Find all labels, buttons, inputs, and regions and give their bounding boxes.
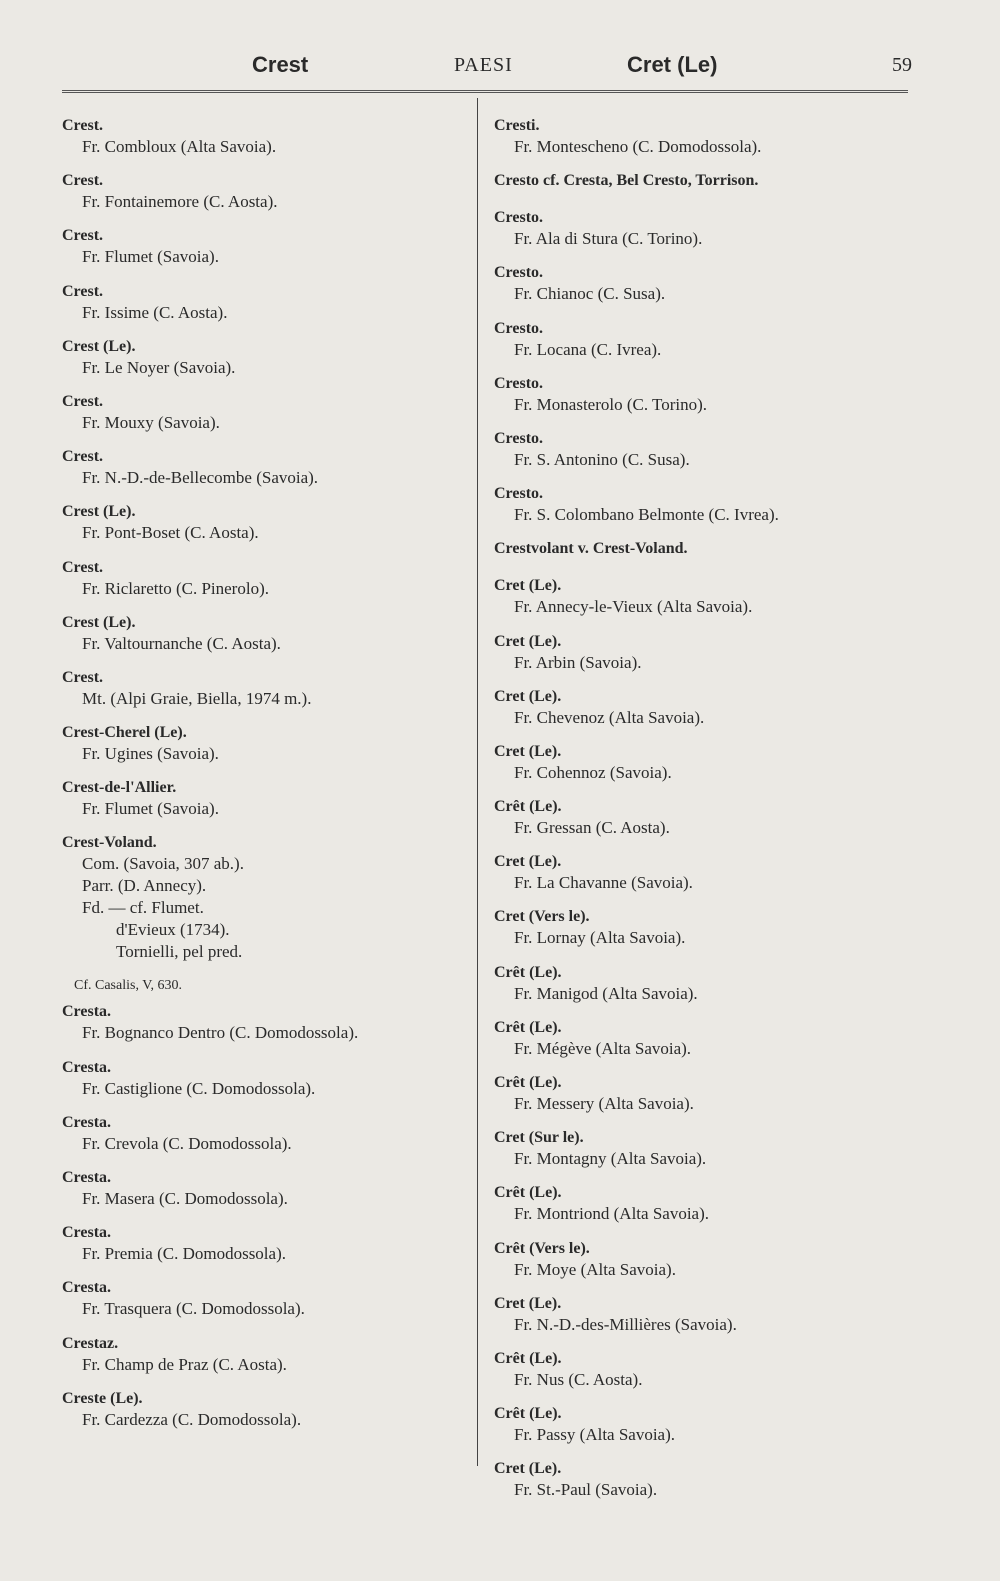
entry-detail: Parr. (D. Annecy). — [82, 876, 207, 896]
entry-detail: Fr. Cohennoz (Savoia). — [514, 762, 672, 782]
entry-headword: Cresto. — [494, 209, 544, 227]
entry-detail: Fr. Annecy-le-Vieux (Alta Savoia). — [514, 597, 753, 617]
gazetteer-entry — [494, 319, 914, 374]
entry-headword: Crêt (Le). — [494, 1349, 562, 1367]
entry-headword: Crest. — [62, 392, 104, 410]
entry-headword: Crêt (Le). — [494, 1405, 562, 1423]
gazetteer-entry — [62, 1113, 470, 1168]
entry-headword: Crest (Le). — [62, 613, 136, 631]
entry-detail: Fr. Combloux (Alta Savoia). — [82, 137, 277, 156]
gazetteer-entry — [494, 1294, 914, 1349]
left-column — [62, 116, 470, 1444]
gazetteer-entry — [62, 1058, 470, 1113]
entry-headword: Cresta. — [62, 1169, 112, 1186]
gazetteer-entry — [494, 797, 914, 852]
gazetteer-entry — [62, 447, 470, 502]
header-right-word: Cret (Le) — [627, 52, 718, 77]
entry-detail: Fr. Premia (C. Domodossola). — [82, 1244, 286, 1264]
entry-detail: Fr. La Chavanne (Savoia). — [514, 873, 693, 893]
entry-headword: Crest. — [62, 558, 104, 576]
gazetteer-entry — [62, 833, 470, 976]
gazetteer-entry — [494, 484, 914, 539]
entry-detail: Fr. Messery (Alta Savoia). — [514, 1094, 694, 1113]
gazetteer-entry — [494, 539, 914, 576]
entry-headword: Crêt (Le). — [494, 1018, 562, 1036]
column-divider — [477, 98, 478, 1466]
entry-headword: Crest (Le). — [62, 337, 136, 355]
gazetteer-entry — [494, 263, 914, 318]
entry-detail: Fr. Crevola (C. Domodossola). — [82, 1133, 292, 1153]
entry-headword: Cret (Le). — [494, 853, 562, 871]
entry-headword: Crestvolant v. Crest-Voland. — [494, 540, 688, 558]
gazetteer-entry — [62, 116, 470, 171]
gazetteer-entry — [494, 208, 914, 263]
entry-headword: Cret (Le). — [494, 687, 562, 705]
entry-detail: Fr. Arbin (Savoia). — [514, 652, 642, 672]
gazetteer-entry — [62, 1278, 470, 1333]
entry-detail: Fr. Gressan (C. Aosta). — [514, 818, 670, 838]
entry-headword: Crêt (Le). — [494, 798, 562, 816]
gazetteer-entry — [62, 723, 470, 778]
gazetteer-entry — [62, 392, 470, 447]
reference-note: Cf. Casalis, V, 630. — [74, 978, 182, 994]
entry-detail: Fr. Mouxy (Savoia). — [82, 412, 220, 432]
entry-headword: Crest. — [62, 172, 104, 190]
entry-headword: Cret (Vers le). — [494, 908, 590, 926]
entry-headword: Cresto. — [494, 429, 544, 447]
entry-headword: Cresto. — [494, 264, 544, 282]
entry-headword: Cret (Le). — [494, 1294, 562, 1312]
entry-headword: Cresta. — [62, 1113, 112, 1131]
entry-headword: Crest-Cherel (Le). — [62, 724, 187, 742]
entry-detail: Fr. Montriond (Alta Savoia). — [514, 1204, 710, 1224]
entry-detail: Fd. — cf. Flumet. — [82, 898, 204, 918]
gazetteer-entry — [494, 576, 914, 631]
entry-detail: Fr. S. Antonino (C. Susa). — [514, 449, 690, 469]
entry-headword: Crest. — [62, 668, 104, 686]
entry-detail: Tornielli, pel pred. — [116, 942, 243, 962]
entry-headword: Cresto. — [494, 319, 544, 337]
entry-detail: Fr. N.-D.-de-Bellecombe (Savoia). — [82, 468, 319, 488]
gazetteer-entry — [494, 1349, 914, 1404]
entry-detail: Fr. Le Noyer (Savoia). — [82, 357, 236, 377]
entry-detail: Fr. Castiglione (C. Domodossola). — [82, 1078, 316, 1098]
entry-detail: Fr. N.-D.-des-Millières (Savoia). — [514, 1314, 737, 1334]
entry-detail: Fr. Chianoc (C. Susa). — [514, 284, 666, 304]
entry-detail: Fr. Ala di Stura (C. Torino). — [514, 229, 703, 249]
entry-headword: Crest. — [62, 282, 104, 300]
gazetteer-entry — [62, 668, 470, 723]
gazetteer-entry — [62, 1168, 470, 1223]
entry-headword: Crêt (Le). — [494, 1074, 562, 1091]
gazetteer-entry — [494, 963, 914, 1018]
entry-detail: Fr. Nus (C. Aosta). — [514, 1369, 643, 1389]
gazetteer-entry — [494, 1183, 914, 1238]
gazetteer-entry — [494, 374, 914, 429]
entry-detail: Fr. Moye (Alta Savoia). — [514, 1259, 676, 1279]
gazetteer-entry — [62, 558, 470, 613]
entry-detail: Fr. Trasquera (C. Domodossola). — [82, 1299, 305, 1319]
gazetteer-entry — [494, 852, 914, 907]
entry-headword: Crest-de-l'Allier. — [62, 779, 177, 797]
gazetteer-entry — [494, 1459, 914, 1514]
entry-detail: Fr. Cardezza (C. Domodossola). — [82, 1409, 302, 1429]
entry-headword: Crestaz. — [62, 1334, 119, 1352]
entry-headword: Crest (Le). — [62, 503, 136, 521]
entry-headword: Crêt (Le). — [494, 963, 562, 981]
gazetteer-entry — [494, 429, 914, 484]
gazetteer-entry — [494, 1018, 914, 1073]
entry-detail: Fr. Riclaretto (C. Pinerolo). — [82, 578, 269, 598]
gazetteer-entry — [494, 742, 914, 797]
gazetteer-entry — [62, 171, 470, 226]
entry-detail: Fr. St.-Paul (Savoia). — [514, 1480, 658, 1500]
entry-headword: Cret (Le). — [494, 742, 562, 760]
entry-detail: Fr. Monasterolo (C. Torino). — [514, 394, 708, 414]
entry-headword: Cresto cf. Cresta, Bel Cresto, Torrison. — [494, 172, 759, 190]
entry-headword: Cret (Le). — [494, 632, 562, 650]
entry-headword: Crest-Voland. — [62, 834, 157, 852]
gazetteer-entry — [494, 1073, 914, 1128]
gazetteer-entry — [494, 1239, 914, 1294]
entry-headword: Cresta. — [62, 1058, 112, 1076]
gazetteer-entry — [494, 907, 914, 962]
header-center-word: PAESI — [454, 54, 513, 76]
header-rule — [62, 90, 908, 93]
gazetteer-entry — [62, 1334, 470, 1389]
entry-headword: Cret (Le). — [494, 577, 562, 595]
entry-detail: Fr. Mégève (Alta Savoia). — [514, 1038, 692, 1058]
entry-detail: Fr. Pont-Boset (C. Aosta). — [82, 523, 259, 543]
entry-detail: Fr. Valtournanche (C. Aosta). — [82, 633, 281, 653]
gazetteer-entry — [62, 226, 470, 281]
entry-detail: Fr. Montagny (Alta Savoia). — [514, 1149, 707, 1169]
entry-headword: Creste (Le). — [62, 1389, 143, 1407]
gazetteer-entry — [494, 1404, 914, 1459]
gazetteer-entry — [62, 1389, 470, 1444]
entry-headword: Crest. — [62, 448, 104, 466]
gazetteer-entry — [494, 1128, 914, 1183]
entry-headword: Crêt (Vers le). — [494, 1239, 590, 1257]
entry-detail: Fr. Issime (C. Aosta). — [82, 302, 228, 322]
entry-headword: Cresta. — [62, 1279, 112, 1297]
entry-detail: Fr. Fontainemore (C. Aosta). — [82, 192, 278, 212]
entry-headword: Cret (Sur le). — [494, 1129, 584, 1147]
entry-headword: Cresto. — [494, 374, 544, 392]
gazetteer-entry — [62, 337, 470, 392]
entry-detail: Mt. (Alpi Graie, Biella, 1974 m.). — [82, 688, 312, 708]
header-left-word: Crest — [252, 52, 309, 77]
entry-detail: Fr. Locana (C. Ivrea). — [514, 339, 662, 359]
entry-detail: Fr. Masera (C. Domodossola). — [82, 1189, 288, 1208]
entry-detail: Fr. Chevenoz (Alta Savoia). — [514, 707, 705, 727]
entry-detail: Fr. Ugines (Savoia). — [82, 744, 219, 764]
gazetteer-entry — [62, 613, 470, 668]
entry-headword: Crêt (Le). — [494, 1184, 562, 1202]
right-column — [494, 116, 914, 1515]
entry-detail: Fr. S. Colombano Belmonte (C. Ivrea). — [514, 505, 779, 525]
entry-detail: Fr. Montescheno (C. Domodossola). — [514, 137, 762, 156]
running-header — [62, 52, 912, 88]
entry-headword: Cresto. — [494, 485, 544, 503]
entry-detail: Com. (Savoia, 307 ab.). — [82, 854, 244, 874]
entry-detail: Fr. Champ de Praz (C. Aosta). — [82, 1354, 287, 1374]
entry-headword: Crest. — [62, 227, 104, 245]
gazetteer-entry — [62, 778, 470, 833]
entry-headword: Cresti. — [494, 117, 540, 134]
entry-detail: Fr. Passy (Alta Savoia). — [514, 1425, 676, 1445]
entry-detail: Fr. Bognanco Dentro (C. Domodossola). — [82, 1023, 359, 1043]
gazetteer-entry — [62, 1002, 470, 1057]
gazetteer-entry — [494, 687, 914, 742]
entry-detail: Fr. Flumet (Savoia). — [82, 799, 219, 819]
gazetteer-entry — [62, 502, 470, 557]
page-number: 59 — [892, 54, 912, 76]
gazetteer-entry — [494, 116, 914, 171]
entry-detail: Fr. Manigod (Alta Savoia). — [514, 983, 698, 1003]
entry-detail: Fr. Flumet (Savoia). — [82, 247, 219, 267]
entry-headword: Crest. — [62, 117, 104, 134]
entry-headword: Cresta. — [62, 1224, 112, 1242]
entry-detail: Fr. Lornay (Alta Savoia). — [514, 928, 686, 948]
gazetteer-entry — [62, 1223, 470, 1278]
gazetteer-entry — [494, 632, 914, 687]
gazetteer-entry — [62, 282, 470, 337]
entry-detail: d'Evieux (1734). — [116, 920, 230, 940]
entry-headword: Cresta. — [62, 1003, 112, 1021]
entry-headword: Cret (Le). — [494, 1460, 562, 1478]
gazetteer-entry — [494, 171, 914, 208]
